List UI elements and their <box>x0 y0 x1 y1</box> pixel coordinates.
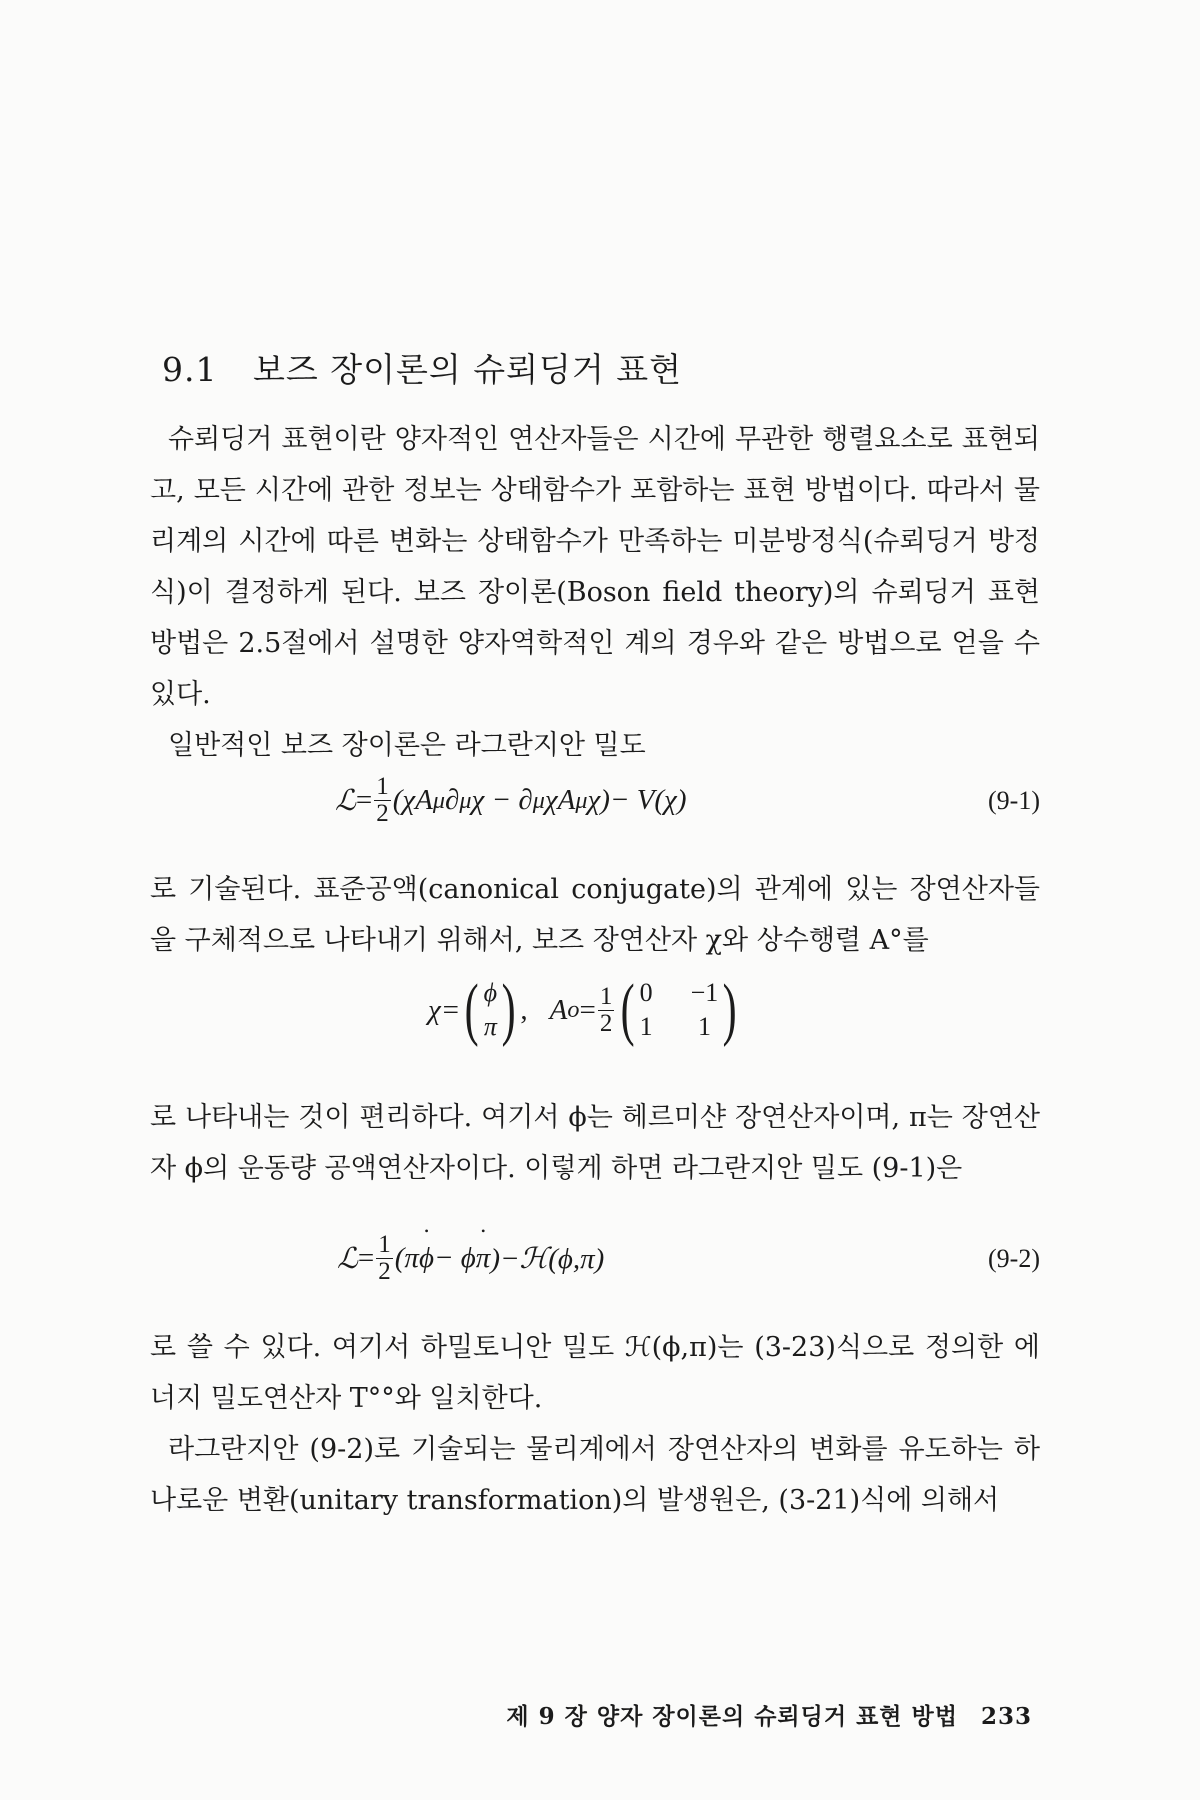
equation-9-1 <box>150 770 1040 840</box>
equation-9-1-body: ℒ = $\frac{1}{2}$ (χA μ ∂ μ χ − ∂ μ χA μ χ)− V(χ) <box>335 773 687 827</box>
section-number: 9.1 <box>162 350 218 389</box>
equation-9-2 <box>150 1228 1040 1298</box>
paragraph-5-text: 로 쓸 수 있다. 여기서 하밀토니안 밀도 ℋ(ϕ,π)는 (3-23)식으로 정의한 에너지 밀도연산자 T°°와 일치한다. <box>150 1332 1040 1414</box>
paragraph-1 <box>150 414 1040 771</box>
equation-9-2-tag: (9-2) <box>988 1244 1040 1273</box>
paragraph-4-text: 로 나타내는 것이 편리하다. 여기서 ϕ는 헤르미샨 장연산자이며, π는 장연산자 ϕ의 운동량 공액연산자이다. 이렇게 하면 라그란지안 밀도 (9-1)은 <box>150 1102 1040 1184</box>
equation-matrix-body: χ= ( ϕ π ) , A o = $\frac{1}{2}$ ( 0 −1 1 1 ) <box>428 975 742 1045</box>
page-number: 233 <box>980 1703 1032 1730</box>
paragraph-2-text: 일반적인 보즈 장이론은 라그란지안 밀도 <box>168 730 646 761</box>
equation-9-2-body: ℒ = $\frac{1}{2}$ (π ϕ • − ϕ π • )−ℋ(ϕ,π) <box>337 1232 604 1285</box>
matrix-a0: ( 0 −1 1 1 ) <box>620 971 737 1048</box>
paragraph-5 <box>150 1322 1040 1526</box>
running-footer <box>506 1698 1032 1731</box>
fraction-half: $\frac{1}{2}$ <box>376 773 389 827</box>
footer-chapter-title: 제 9 장 양자 장이론의 슈뢰딩거 표현 방법 <box>506 1703 958 1730</box>
section-heading <box>162 344 682 391</box>
vector-chi: ( ϕ π ) <box>464 971 516 1048</box>
paragraph-3-text: 로 기술된다. 표준공액(canonical conjugate)의 관계에 있는 장연산자들을 구체적으로 나타내기 위해서, 보즈 장연산자 χ와 상수행렬 A°를 <box>150 874 1040 956</box>
paragraph-4 <box>150 1092 1040 1194</box>
paragraph-6-text: 라그란지안 (9-2)로 기술되는 물리계에서 장연산자의 변화를 유도하는 하나로운 변환(unitary transformation)의 발생원은, (3-21)식에 의해서 <box>150 1434 1040 1516</box>
section-title-text: 보즈 장이론의 슈뢰딩거 표현 <box>252 350 682 389</box>
equation-matrix <box>150 971 1040 1065</box>
paragraph-3 <box>150 864 1040 966</box>
paragraph-1-text: 슈뢰딩거 표현이란 양자적인 연산자들은 시간에 무관한 행렬요소로 표현되고, 모든 시간에 관한 정보는 상태함수가 포함하는 표현 방법이다. 따라서 물리계의 시간에 따른 변화는 상태함수가 만족하는 미분방정식(슈뢰딩거 방정식)이 결정하게 된다. 보즈 장이론(Boson field theory)의 슈뢰딩거 표현 방법은 2.5절에서 설명한 양자역학적인 계의 경우와 같은 방법으로 얻을 수 있다. <box>150 424 1040 710</box>
equation-9-1-tag: (9-1) <box>988 786 1040 815</box>
